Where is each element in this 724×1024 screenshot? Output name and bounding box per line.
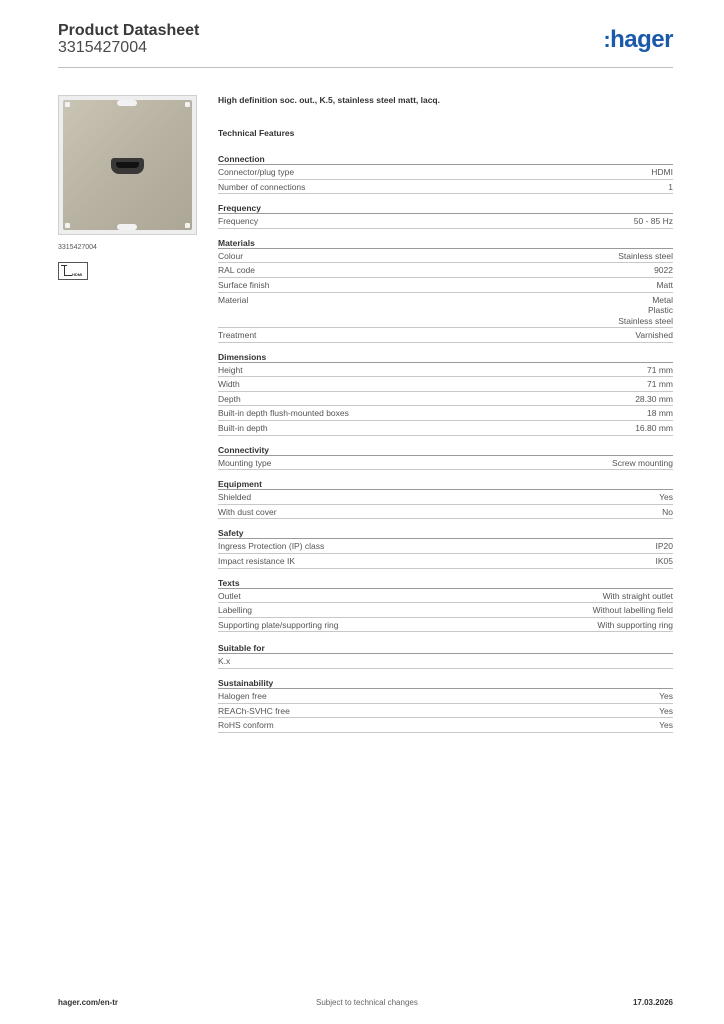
product-description: High definition soc. out., K.5, stainless steel matt, lacq. (218, 95, 440, 105)
spec-label: RoHS conform (218, 720, 274, 731)
hager-logo: :hager (603, 26, 673, 53)
section-equipment (218, 479, 673, 519)
spec-row (218, 603, 673, 618)
section-title: Frequency (218, 203, 673, 214)
section-title: Sustainability (218, 678, 673, 689)
spec-row (218, 618, 673, 633)
spec-label: Frequency (218, 216, 259, 227)
spec-value-line: Yes (659, 705, 673, 716)
spec-value (656, 280, 673, 291)
spec-value-line: Yes (659, 690, 673, 701)
spec-label: Width (218, 379, 240, 390)
spec-value (603, 591, 673, 602)
spec-value (634, 216, 673, 227)
footer-website: hager.com/en-tr (58, 998, 119, 1007)
section-materials (218, 238, 673, 343)
page-header (58, 20, 673, 68)
spec-row (218, 704, 673, 719)
spec-value-line: Stainless steel (618, 250, 673, 261)
section-frequency (218, 203, 673, 229)
spec-label: Halogen free (218, 690, 267, 701)
spec-row (218, 718, 673, 733)
spec-value-line: Metal (652, 294, 673, 305)
spec-value-line: 71 mm (647, 379, 673, 390)
spec-value (647, 365, 673, 376)
section-title: Suitable for (218, 643, 673, 654)
spec-row (218, 328, 673, 343)
page-footer (58, 998, 673, 1010)
spec-row (218, 392, 673, 407)
spec-row (218, 490, 673, 505)
spec-value-line: Yes (659, 492, 673, 503)
spec-label: Built-in depth flush-mounted boxes (218, 408, 349, 419)
spec-row (218, 554, 673, 569)
spec-value (656, 556, 674, 567)
section-title: Connection (218, 154, 673, 165)
spec-value (659, 691, 673, 702)
product-number: 3315427004 (58, 39, 147, 56)
spec-row (218, 263, 673, 278)
spec-row (218, 539, 673, 554)
spec-row (218, 505, 673, 520)
spec-value (635, 423, 673, 434)
spec-value (668, 182, 673, 193)
spec-label: REACh-SVHC free (218, 705, 290, 716)
spec-row (218, 456, 673, 471)
spec-label: Outlet (218, 590, 241, 601)
spec-value-line: Stainless steel (618, 315, 673, 326)
spec-value-line: 16.80 mm (635, 423, 673, 434)
spec-row (218, 165, 673, 180)
spec-row (218, 249, 673, 264)
spec-label: RAL code (218, 265, 256, 276)
spec-label: With dust cover (218, 506, 277, 517)
spec-label: Surface finish (218, 279, 270, 290)
spec-value-line: IK05 (655, 556, 673, 566)
section-texts (218, 578, 673, 633)
spec-label: Treatment (218, 330, 257, 341)
spec-label: Shielded (218, 492, 252, 503)
spec-row (218, 278, 673, 293)
spec-value-line: Yes (659, 720, 673, 731)
socket-plate (63, 100, 192, 230)
spec-value (635, 394, 673, 405)
spec-row (218, 589, 673, 604)
spec-value (651, 167, 673, 178)
spec-row (218, 689, 673, 704)
spec-value (659, 720, 673, 731)
spec-label: Number of connections (218, 181, 306, 192)
spec-row (218, 377, 673, 392)
spec-value-line: No (662, 506, 673, 517)
spec-value-line: 9022 (654, 265, 673, 276)
spec-value-line: Without labelling field (592, 605, 673, 616)
technical-content (218, 95, 673, 742)
section-title: Connectivity (218, 445, 673, 456)
image-caption: 3315427004 (58, 244, 97, 251)
spec-row (218, 654, 673, 669)
section-safety (218, 528, 673, 568)
section-dimensions (218, 352, 673, 436)
spec-label: Mounting type (218, 457, 272, 468)
spec-label: K.x (218, 656, 231, 667)
spec-label: Labelling (218, 605, 253, 616)
spec-value-line: HDMI (651, 167, 673, 177)
document-title: Product Datasheet (58, 22, 200, 39)
spec-label: Built-in depth (218, 423, 268, 434)
spec-value-line: Plastic (647, 305, 673, 316)
section-suitable-for (218, 643, 673, 669)
section-title: Safety (218, 528, 673, 539)
spec-value (597, 620, 673, 631)
section-sustainability (218, 678, 673, 733)
spec-value (654, 265, 673, 276)
spec-value-line: IP20 (655, 541, 673, 552)
section-title: Texts (218, 578, 673, 589)
spec-value-line: 71 mm (647, 364, 673, 375)
spec-value (662, 507, 673, 518)
spec-label: Ingress Protection (IP) class (218, 541, 325, 552)
spec-row (218, 293, 673, 329)
technical-features-heading: Technical Features (218, 128, 295, 138)
spec-value (647, 379, 673, 390)
hdmi-symbol-icon (58, 262, 88, 280)
feature-sections (218, 154, 673, 733)
spec-label: Supporting plate/supporting ring (218, 619, 339, 630)
spec-label: Connector/plug type (218, 167, 295, 177)
footer-notice: Subject to technical changes (316, 998, 418, 1007)
spec-label: Depth (218, 393, 241, 404)
spec-row (218, 363, 673, 378)
spec-value (635, 330, 673, 341)
spec-value-line: 50 - 85 Hz (633, 216, 673, 227)
logo-text: hager (610, 26, 673, 53)
spec-value (593, 605, 673, 616)
spec-value (612, 458, 673, 469)
spec-value (618, 295, 673, 327)
section-connection (218, 154, 673, 194)
section-connectivity (218, 445, 673, 471)
footer-date: 17.03.2026 (632, 998, 673, 1007)
spec-value-line: 18 mm (647, 408, 673, 419)
spec-value (647, 408, 673, 419)
spec-value-line: Screw mounting (612, 457, 673, 468)
section-title: Dimensions (218, 352, 673, 363)
spec-row (218, 421, 673, 436)
spec-value-line: 1 (668, 181, 673, 192)
product-image (58, 95, 197, 235)
spec-value (618, 251, 673, 262)
spec-value-line: Varnished (635, 330, 673, 341)
spec-label: Material (218, 294, 249, 305)
spec-row (218, 214, 673, 229)
spec-label: Height (218, 364, 243, 375)
section-title: Materials (218, 238, 673, 249)
spec-value-line: With straight outlet (602, 590, 673, 601)
spec-value (659, 492, 673, 503)
spec-row (218, 406, 673, 421)
spec-value-line: With supporting ring (597, 619, 673, 630)
spec-value-line: 28.30 mm (635, 393, 673, 404)
spec-value (656, 541, 674, 552)
spec-row (218, 180, 673, 195)
section-title: Equipment (218, 479, 673, 490)
hdmi-port (111, 158, 144, 174)
spec-value (659, 706, 673, 717)
spec-label: Colour (218, 250, 244, 261)
spec-value-line: Matt (656, 279, 673, 290)
spec-label: Impact resistance IK (218, 556, 296, 566)
hdmi-symbol-text: HDMI (72, 272, 83, 277)
